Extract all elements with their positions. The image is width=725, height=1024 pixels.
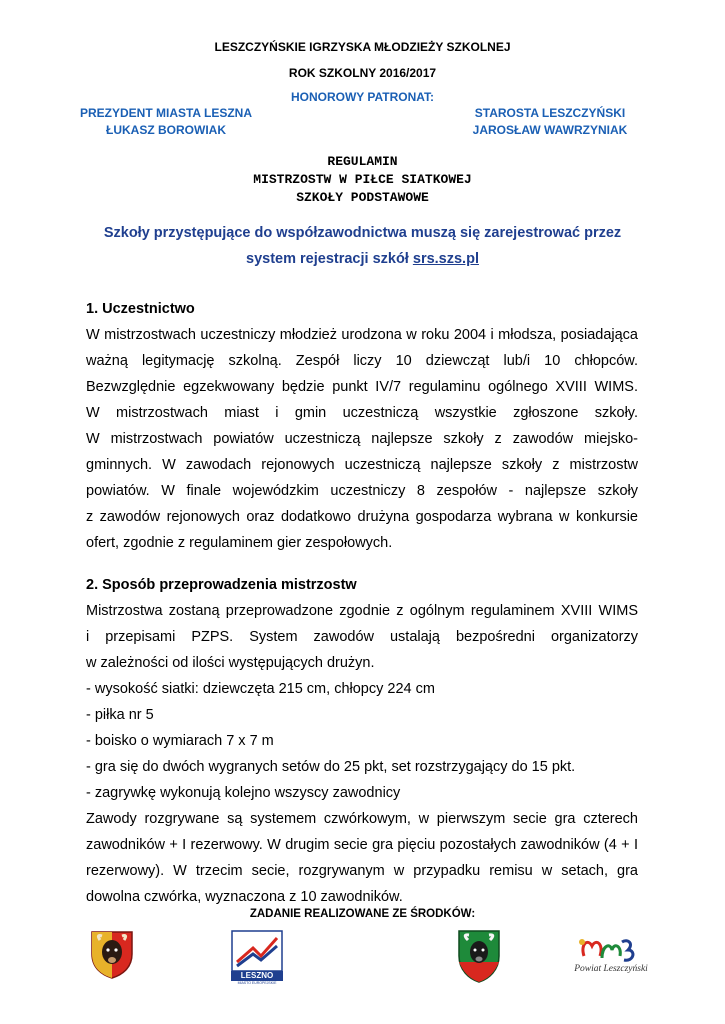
section2-line: w zależności od ilości występujących drużyn. bbox=[86, 655, 375, 671]
title-line1: REGULAMIN bbox=[327, 154, 398, 169]
powiat-leszczynski-logo bbox=[566, 934, 656, 984]
header-line1: LESZCZYŃSKIE IGRZYSKA MŁODZIEŻY SZKOLNEJ bbox=[214, 40, 511, 54]
section1-line: gminnych. W zawodach rejonowych uczestniczą najlepsze szkoły z mistrzostw bbox=[86, 457, 638, 473]
footer-title: ZADANIE REALIZOWANE ZE ŚRODKÓW: bbox=[249, 908, 476, 920]
section2-line: Mistrzostwa zostaną przeprowadzone zgodnie z ogólnym regulaminem XVIII WIMS bbox=[86, 603, 638, 619]
section-uczestnictwo bbox=[86, 296, 638, 556]
section2-line: dowolna czwórka, wyznaczona z 10 zawodników. bbox=[86, 889, 403, 905]
registration-line1: Szkoły przystępujące do współzawodnictwa muszą się zarejestrować przez bbox=[103, 225, 622, 241]
section2-line: - piłka nr 5 bbox=[86, 707, 154, 723]
section1-line: W mistrzostwach uczestniczy młodzież urodzona w roku 2004 i młodsza, posiadająca bbox=[86, 327, 638, 343]
registration-link[interactable]: srs.szs.pl bbox=[412, 251, 479, 267]
left-patron-role: PREZYDENT MIASTA LESZNA bbox=[79, 106, 252, 120]
right-patron-name: JAROSŁAW WAWRZYNIAK bbox=[472, 123, 628, 137]
section2-line: rezerwowy). W trzecim secie, rozgrywanym w przypadku remisu w setach, gra bbox=[86, 863, 638, 879]
section-sposob bbox=[86, 572, 638, 910]
section2-line: - boisko o wymiarach 7 x 7 m bbox=[86, 733, 274, 749]
leszno-logo-text: LESZNO bbox=[231, 971, 283, 981]
section1-heading: 1. Uczestnictwo bbox=[86, 301, 195, 317]
leszno-city-logo bbox=[231, 930, 283, 988]
leszno-logo-subtext: MIASTO EUROPEJSKIE bbox=[237, 981, 277, 985]
section1-line: ofert, zgodnie z regulaminem gier zespołowych. bbox=[86, 535, 393, 551]
right-patron-role: STAROSTA LESZCZYŃSKI bbox=[474, 106, 626, 120]
patronage-label: HONOROWY PATRONAT: bbox=[290, 90, 435, 104]
section2-line: Zawody rozgrywane są systemem czwórkowym, w pierwszym secie gra czterech bbox=[86, 811, 638, 827]
left-patron-name: ŁUKASZ BOROWIAK bbox=[106, 123, 226, 137]
header-line2: ROK SZKOLNY 2016/2017 bbox=[288, 66, 437, 80]
title-line3: SZKOŁY PODSTAWOWE bbox=[296, 190, 429, 205]
section2-line: - gra się do dwóch wygranych setów do 25 pkt, set rozstrzygający do 15 pkt. bbox=[86, 759, 576, 775]
section2-line: i przepisami PZPS. System zawodów ustalają bezpośredni organizatorzy bbox=[86, 629, 638, 645]
section1-line: powiatów. W finale wojewódzkim uczestniczy 8 zespołów - najlepsze szkoły bbox=[86, 483, 638, 499]
registration-line2 bbox=[0, 251, 725, 267]
section2-line: - wysokość siatki: dziewczęta 215 cm, chłopcy 224 cm bbox=[86, 681, 435, 697]
section2-line: - zagrywkę wykonują kolejno wszyscy zawodnicy bbox=[86, 785, 401, 801]
registration-prefix: system rejestracji szkół bbox=[246, 251, 413, 267]
powiat-coat-of-arms-logo bbox=[456, 928, 502, 984]
title-line2: MISTRZOSTW W PIŁCE SIATKOWEJ bbox=[253, 172, 472, 187]
section2-line: zawodników + I rezerwowy. W drugim secie gra pięciu pozostałych zawodników (4 + I bbox=[86, 837, 638, 853]
section1-line: Bezwzględnie egzekwowany będzie punkt IV/7 regulaminu ogólnego XVIII WIMS. bbox=[86, 379, 638, 395]
section1-line: W mistrzostwach powiatów uczestniczą najlepsze szkoły z zawodów miejsko- bbox=[86, 431, 638, 447]
leszno-coat-of-arms-logo bbox=[88, 928, 136, 980]
section1-line: z zawodów rejonowych oraz dodatkowo drużyna gospodarza wybrana w konkursie bbox=[86, 509, 638, 525]
section1-line: ważną legitymację szkolną. Zespół liczy 10 dziewcząt lub/i 10 chłopców. bbox=[86, 353, 638, 369]
section1-line: W mistrzostwach miast i gmin uczestniczą wszystkie zgłoszone szkoły. bbox=[86, 405, 638, 421]
powiat-logo-text: Powiat Leszczyński bbox=[574, 964, 648, 974]
section2-heading: 2. Sposób przeprowadzenia mistrzostw bbox=[86, 577, 357, 593]
